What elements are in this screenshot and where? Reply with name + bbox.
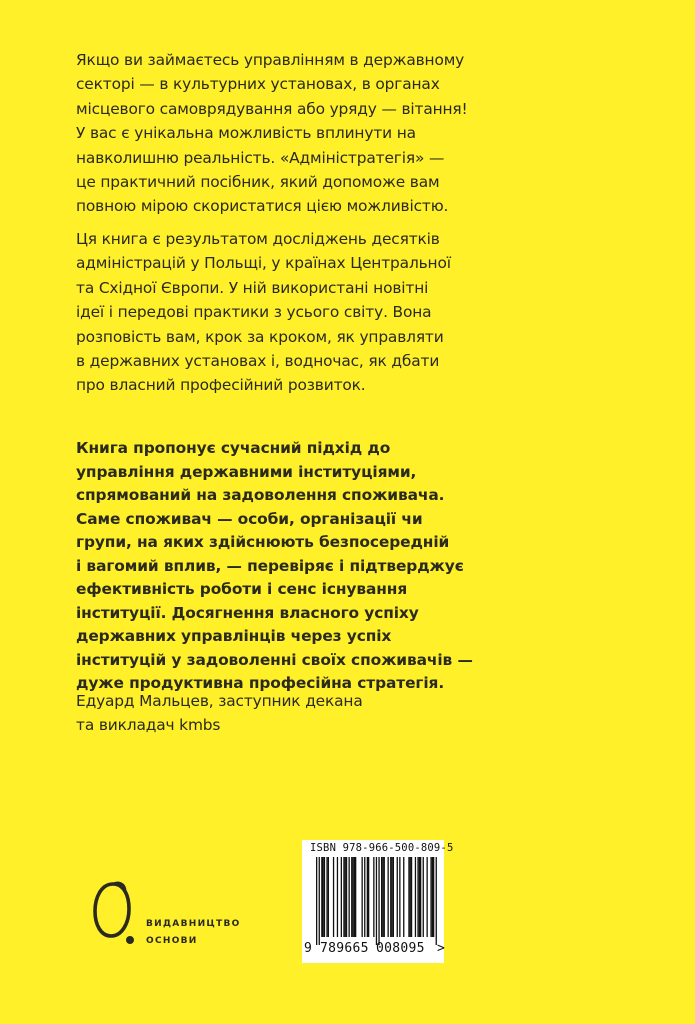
text-line: Саме споживач — особи, організації чи [76,509,423,528]
text-line: спрямований на задоволення споживача. [76,486,445,504]
barcode-digit-first: 9 [304,941,313,956]
barcode-bar [346,857,347,937]
publisher-logo-icon [88,878,138,954]
barcode-bar [345,857,346,937]
barcode-bar [420,857,421,937]
text-line: про власний професійний розвиток. [76,376,366,395]
publisher-line-1: ВИДАВНИЦТВО [146,919,241,929]
barcode-bar [316,857,317,945]
barcode-bar [323,857,324,937]
barcode-trailing-mark: > [437,941,446,956]
barcode-bar [367,857,368,937]
text-line: державних управлінців через успіх [76,627,392,645]
review-quote [76,437,666,696]
text-line: навколишню реальність. «Адміністратегія» — [76,148,445,167]
barcode-bar [419,857,420,937]
barcode-bar [417,857,418,937]
review-attribution [76,689,666,738]
text-line: управління державними інституціями, [76,462,417,481]
barcode-bar [354,857,355,937]
barcode-bar [430,857,431,937]
barcode-bar [341,857,342,937]
barcode-digit-group-2: 008095 [376,941,425,956]
barcode-bar [319,857,320,945]
barcode-bar [373,857,374,937]
text-line: інституції. Досягнення власного успіху [76,603,419,622]
barcode-bar [324,857,325,937]
barcode-bar [399,857,400,937]
barcode-bar [343,857,344,937]
barcode-bars [308,857,438,945]
barcode-bar [411,857,412,937]
barcode-bar [423,857,424,937]
barcode-bar [397,857,398,937]
barcode-bar [326,857,327,937]
barcode-bar [384,857,385,937]
intro-paragraph [76,48,666,219]
barcode-bar [352,857,353,937]
barcode-bar [382,857,383,937]
text-line: місцевого самоврядування або уряду — вітання! [76,99,468,118]
barcode-bar [393,857,394,937]
research-paragraph [76,227,666,398]
text-line: Едуард Мальцев, заступник декана [76,692,363,710]
text-line: та викладач kmbs [76,716,221,735]
text-line: і вагомий вплив, — перевіряє і підтверджує [76,556,464,575]
barcode-bar [432,857,433,937]
barcode-bar [351,857,352,937]
text-line: інституцій у задоволенні своїх споживачів — [76,650,473,669]
text-line: це практичний посібник, який допоможе вам [76,173,440,192]
text-line: в державних установах і, водночас, як дбати [76,352,440,371]
text-line: розповість вам, крок за кроком, як управляти [76,327,444,346]
barcode-bar [388,857,389,937]
text-line: ефективність роботи і сенс існування [76,580,408,598]
barcode-bar [333,857,334,937]
barcode-bar [355,857,356,937]
barcode-bar [390,857,391,937]
barcode-bar [415,857,416,937]
barcode-bar [403,857,404,937]
text-line: повною мірою скористатися цією можливістю. [76,197,449,216]
text-line: Якщо ви займаєтесь управлінням в державному [76,51,465,69]
barcode-bar [433,857,434,937]
text-line: Книга пропонує сучасний підхід до [76,439,391,457]
barcode-bar [378,857,379,945]
isbn-label: ISBN 978-966-500-809-5 [310,842,454,854]
text-line: У вас є унікальна можливість вплинути на [76,124,416,143]
barcode-digit-group-1: 789665 [320,941,369,956]
barcode-bar [321,857,322,937]
barcode-bar [391,857,392,937]
text-line: та Східної Європи. У ній використані новітні [76,278,429,297]
text-line: групи, на яких здійснюють безпосередній [76,533,450,551]
barcode-bar [376,857,377,945]
text-line: Ця книга є результатом досліджень десятків [76,230,440,248]
barcode-bar [427,857,428,937]
barcode-bar [364,857,365,937]
isbn-barcode [302,840,454,963]
barcode-bar [328,857,329,937]
publisher-line-2: ОСНОВИ [146,936,198,946]
publisher-name [146,916,241,950]
text-line: дуже продуктивна професійна стратегія. [76,674,445,692]
barcode-bar [349,857,350,937]
barcode-bar [436,857,437,945]
text-line: ідеї і передові практики з усього світу. Вона [76,303,432,322]
barcode-bar [381,857,382,937]
barcode-bar [337,857,338,937]
barcode-bar [362,857,363,937]
text-line: адміністрацій у Польщі, у країнах Центральної [76,254,451,273]
barcode-bar [368,857,369,937]
barcode-bar [408,857,409,937]
text-line: секторі — в культурних установах, в органах [76,75,440,94]
barcode-bar [410,857,411,937]
